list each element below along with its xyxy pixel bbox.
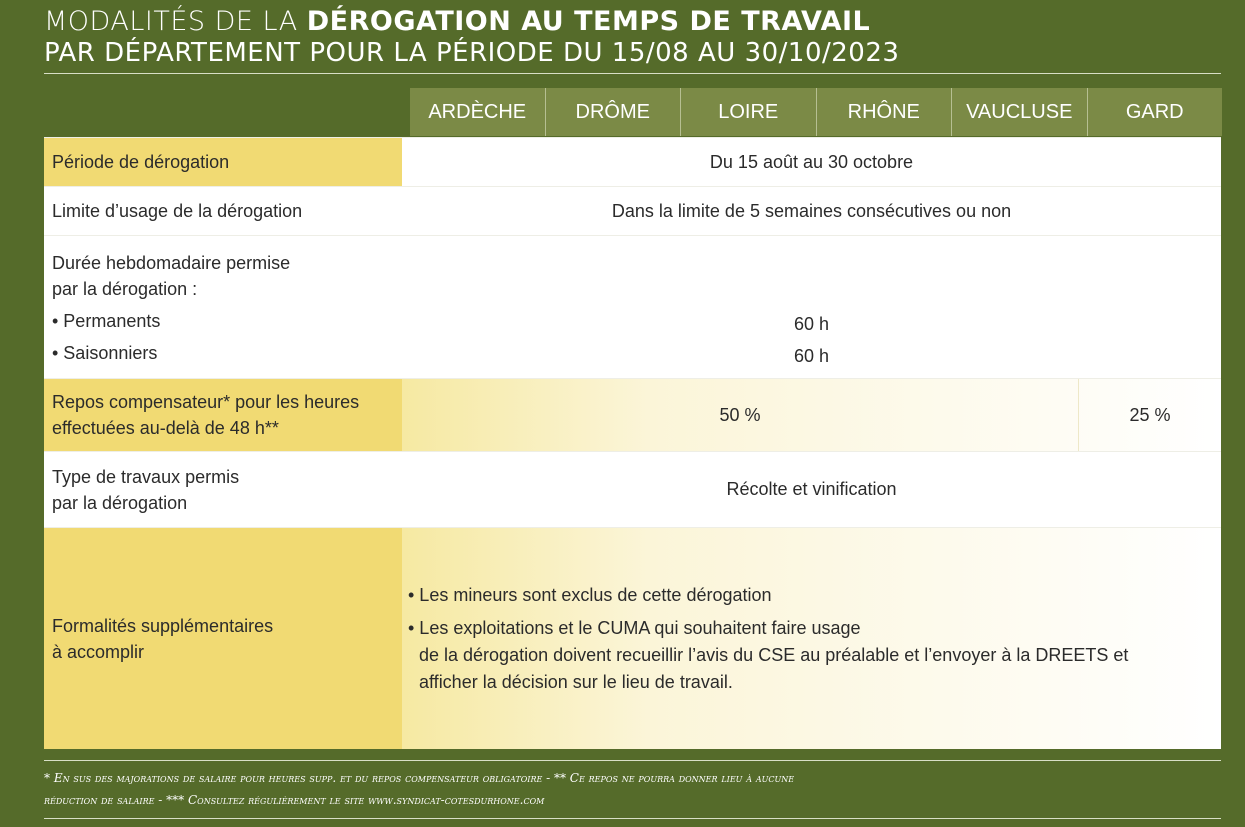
row-label [44, 236, 402, 378]
footnote-line: réduction de salaire - *** Consultez régulièrement le site www.syndicat-cotesdurhone.com [44, 793, 545, 807]
row-value [402, 379, 1221, 451]
title-bold: DÉROGATION AU TEMPS DE TRAVAIL [306, 6, 871, 37]
row-value [402, 528, 1221, 749]
row-value: Dans la limite de 5 semaines consécutives ou non [402, 187, 1221, 235]
label-saisonniers: • Saisonniers [52, 343, 158, 363]
bullet-exploitations: • Les exploitations et le CUMA qui souhaitent faire usage [408, 617, 861, 638]
row-value: Du 15 août au 30 octobre [402, 138, 1221, 186]
label-text: effectuées au-delà de 48 h** [52, 418, 279, 438]
row-formalites [44, 527, 1221, 749]
label-text: Durée hebdomadaire permise [52, 253, 291, 273]
col-header-drome: DRÔME [546, 88, 682, 136]
row-label [44, 528, 402, 749]
header-spacer [44, 88, 410, 136]
label-text: par la dérogation : [52, 279, 198, 299]
value-main: 50 % [719, 404, 761, 425]
row-periode [44, 137, 1221, 186]
bullet-text: afficher la décision sur le lieu de travail. [419, 671, 733, 692]
footnote-line: * En sus des majorations de salaire pour heures supp. et du repos compensateur obligatoire - ** Ce repos ne pourra donner lieu à aucune [44, 771, 795, 785]
col-header-loire: LOIRE [681, 88, 817, 136]
label-text: par la dérogation [52, 492, 188, 513]
row-duree [44, 235, 1221, 378]
row-value [402, 236, 1221, 378]
footnote [44, 767, 1221, 811]
row-label [44, 138, 402, 186]
page-title [44, 6, 1224, 68]
label-text: Limite d’usage de la dérogation [52, 201, 303, 221]
label-text: Repos compensateur* pour les heures [52, 392, 360, 412]
label-text: Type de travaux permis [52, 466, 240, 487]
row-type [44, 451, 1221, 527]
value-gard: 25 % [1078, 379, 1221, 451]
row-label [44, 452, 402, 527]
divider [44, 818, 1221, 819]
divider [44, 73, 1221, 74]
bullet-text: de la dérogation doivent recueillir l’avis du CSE au préalable et l’envoyer à la DREETS et [419, 644, 1129, 665]
col-header-ardeche: ARDÈCHE [410, 88, 546, 136]
row-value: Récolte et vinification [402, 452, 1221, 527]
value-permanents: 60 h [793, 314, 830, 334]
col-header-vaucluse: VAUCLUSE [952, 88, 1088, 136]
row-limite [44, 186, 1221, 235]
col-header-rhone: RHÔNE [817, 88, 953, 136]
subtitle: PAR DÉPARTEMENT POUR LA PÉRIODE DU 15/08 AU 30/10/2023 [44, 38, 900, 68]
bullet-mineurs: • Les mineurs sont exclus de cette dérogation [408, 584, 772, 605]
row-label [44, 187, 402, 235]
col-header-gard: GARD [1125, 100, 1184, 123]
divider [44, 760, 1221, 761]
column-headers [410, 88, 1222, 136]
label-text: Formalités supplémentaires [52, 615, 274, 636]
label-text: Période de dérogation [52, 152, 230, 172]
row-repos [44, 378, 1221, 451]
row-label [44, 379, 402, 451]
value-saisonniers: 60 h [793, 346, 830, 366]
label-text: à accomplir [52, 641, 145, 662]
label-permanents: • Permanents [52, 311, 161, 331]
title-light: MODALITÉS DE LA [44, 6, 307, 37]
